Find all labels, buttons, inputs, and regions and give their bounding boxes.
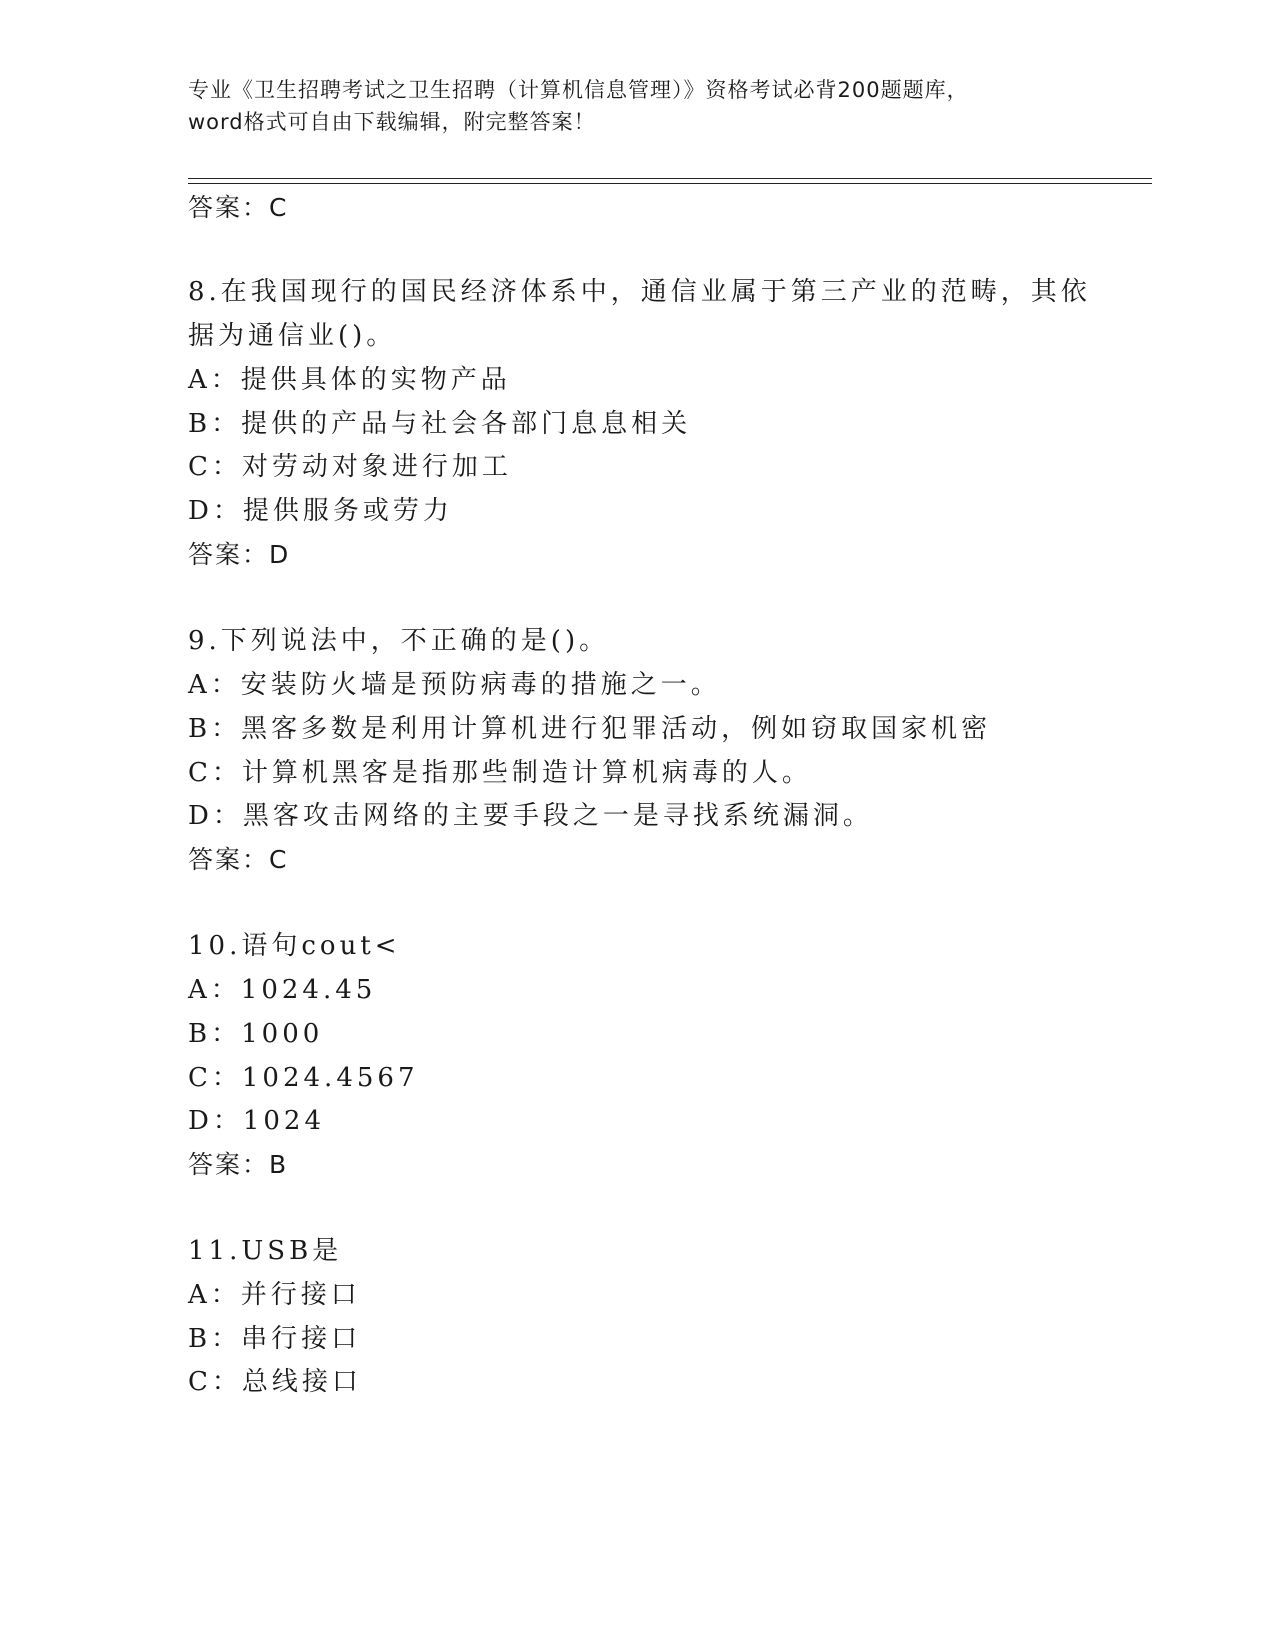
option-c: C：总线接口 — [188, 1367, 362, 1397]
question-stem-continued: 据为通信业()。 — [188, 321, 397, 351]
question-stem: 10.语句cout< — [188, 931, 401, 961]
header-divider-bottom — [188, 183, 1152, 184]
document-header — [188, 74, 1088, 138]
answer-line: 答案：B — [188, 1150, 289, 1179]
option-d: D：提供服务或劳力 — [188, 496, 453, 526]
answer-line: 答案：C — [188, 193, 289, 222]
question-stem: 11.USB是 — [188, 1236, 343, 1266]
option-b: B：1000 — [188, 1019, 324, 1049]
option-a: A：1024.45 — [188, 975, 377, 1005]
question-stem: 9.下列说法中，不正确的是()。 — [188, 626, 610, 656]
option-b: B：提供的产品与社会各部门息息相关 — [188, 409, 692, 439]
option-d: D：黑客攻击网络的主要手段之一是寻找系统漏洞。 — [188, 801, 873, 831]
option-c: C：1024.4567 — [188, 1063, 419, 1093]
option-b: B：黑客多数是利用计算机进行犯罪活动，例如窃取国家机密 — [188, 714, 992, 744]
option-d: D：1024 — [188, 1106, 326, 1136]
option-a: A：安装防火墙是预防病毒的措施之一。 — [188, 670, 721, 700]
header-divider-top — [188, 178, 1152, 179]
option-c: C：计算机黑客是指那些制造计算机病毒的人。 — [188, 758, 812, 788]
answer-line: 答案：C — [188, 845, 289, 874]
header-line-2: word格式可自由下载编辑，附完整答案！ — [188, 110, 596, 134]
answer-line: 答案：D — [188, 540, 291, 569]
option-a: A：并行接口 — [188, 1280, 361, 1310]
header-line-1: 专业《卫生招聘考试之卫生招聘（计算机信息管理）》资格考试必背200题题库， — [188, 78, 969, 102]
option-c: C：对劳动对象进行加工 — [188, 452, 512, 482]
option-a: A：提供具体的实物产品 — [188, 365, 511, 395]
question-stem: 8.在我国现行的国民经济体系中，通信业属于第三产业的范畴，其依 — [188, 277, 1091, 307]
option-b: B：串行接口 — [188, 1324, 362, 1354]
